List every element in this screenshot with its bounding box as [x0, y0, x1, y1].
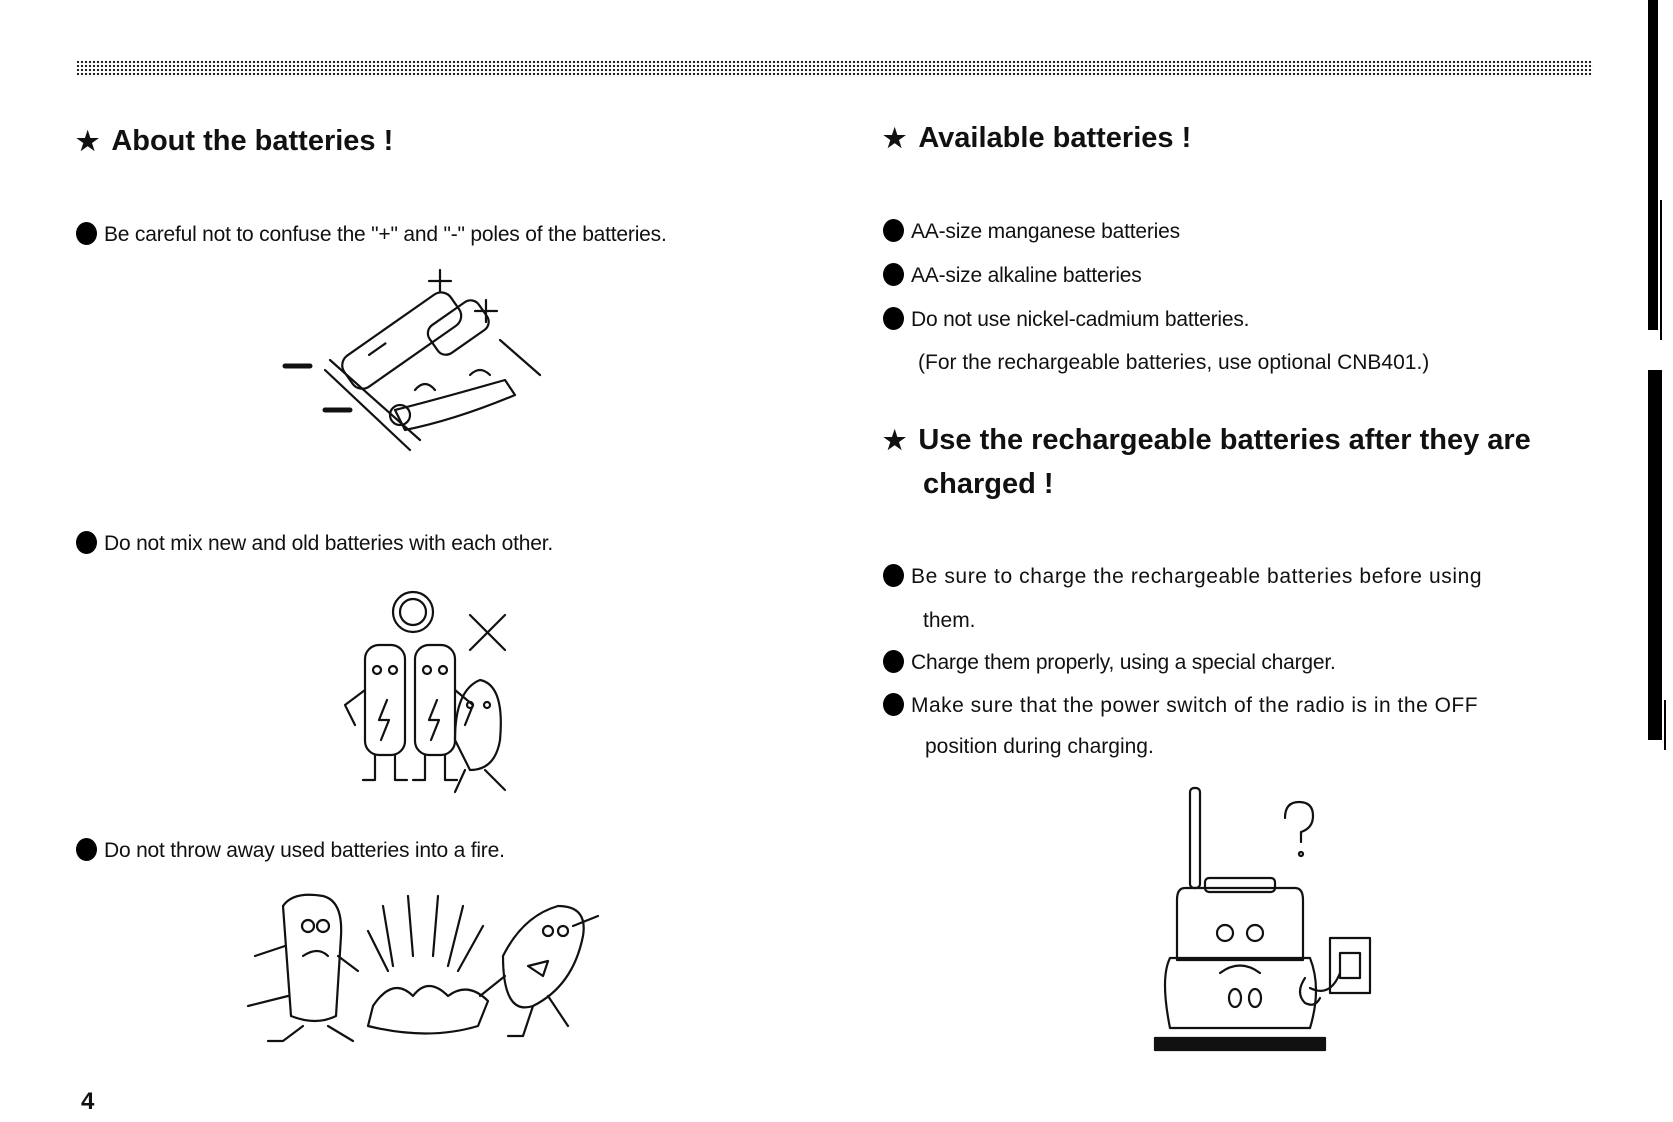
list-item: Charge them properly, using a special charger.	[883, 650, 1336, 675]
bullet-icon	[883, 650, 904, 673]
battery-polarity-illustration	[300, 270, 560, 470]
section-heading-available: ★ Available batteries !	[883, 122, 1192, 154]
bullet-icon	[883, 219, 904, 242]
list-item: AA-size alkaline batteries	[883, 263, 1142, 288]
list-item: Do not use nickel-cadmium batteries.	[883, 307, 1249, 332]
batteries-fire-illustration	[243, 886, 623, 1046]
edge-bar	[1648, 370, 1662, 740]
bullet-icon	[883, 693, 904, 716]
list-item: Be sure to charge the rechargeable batteries before using	[883, 564, 1482, 589]
list-item: Be careful not to confuse the "+" and "-" poles of the batteries.	[76, 222, 667, 247]
list-item: Make sure that the power switch of the radio is in the OFF	[883, 693, 1478, 718]
bullet-icon	[883, 564, 904, 587]
edge-bar	[1664, 700, 1666, 750]
bullet-icon	[76, 531, 97, 554]
star-icon: ★	[883, 425, 907, 455]
list-item-cont: position during charging.	[925, 735, 1154, 758]
star-icon: ★	[883, 123, 907, 153]
bullet-icon	[883, 263, 904, 286]
note-text: (For the rechargeable batteries, use optional CNB401.)	[918, 351, 1430, 374]
section-heading-about: ★ About the batteries !	[76, 125, 394, 157]
section-heading-rechargeable-cont: charged !	[923, 468, 1054, 500]
list-item-cont: them.	[923, 609, 976, 632]
list-item: Do not mix new and old batteries with each other.	[76, 531, 553, 556]
bullet-icon	[883, 307, 904, 330]
edge-bar	[1648, 0, 1658, 330]
list-item: Do not throw away used batteries into a fire.	[76, 838, 505, 863]
bullet-icon	[76, 222, 97, 245]
new-old-batteries-illustration	[335, 590, 555, 795]
list-item: AA-size manganese batteries	[883, 219, 1180, 244]
star-icon: ★	[76, 126, 100, 156]
section-heading-rechargeable: ★ Use the rechargeable batteries after they are	[883, 424, 1531, 456]
dotted-header-band	[76, 60, 1593, 77]
radio-charging-illustration	[1145, 788, 1385, 1056]
page-number: 4	[81, 1088, 95, 1115]
edge-bar	[1660, 200, 1662, 340]
bullet-icon	[76, 838, 97, 861]
